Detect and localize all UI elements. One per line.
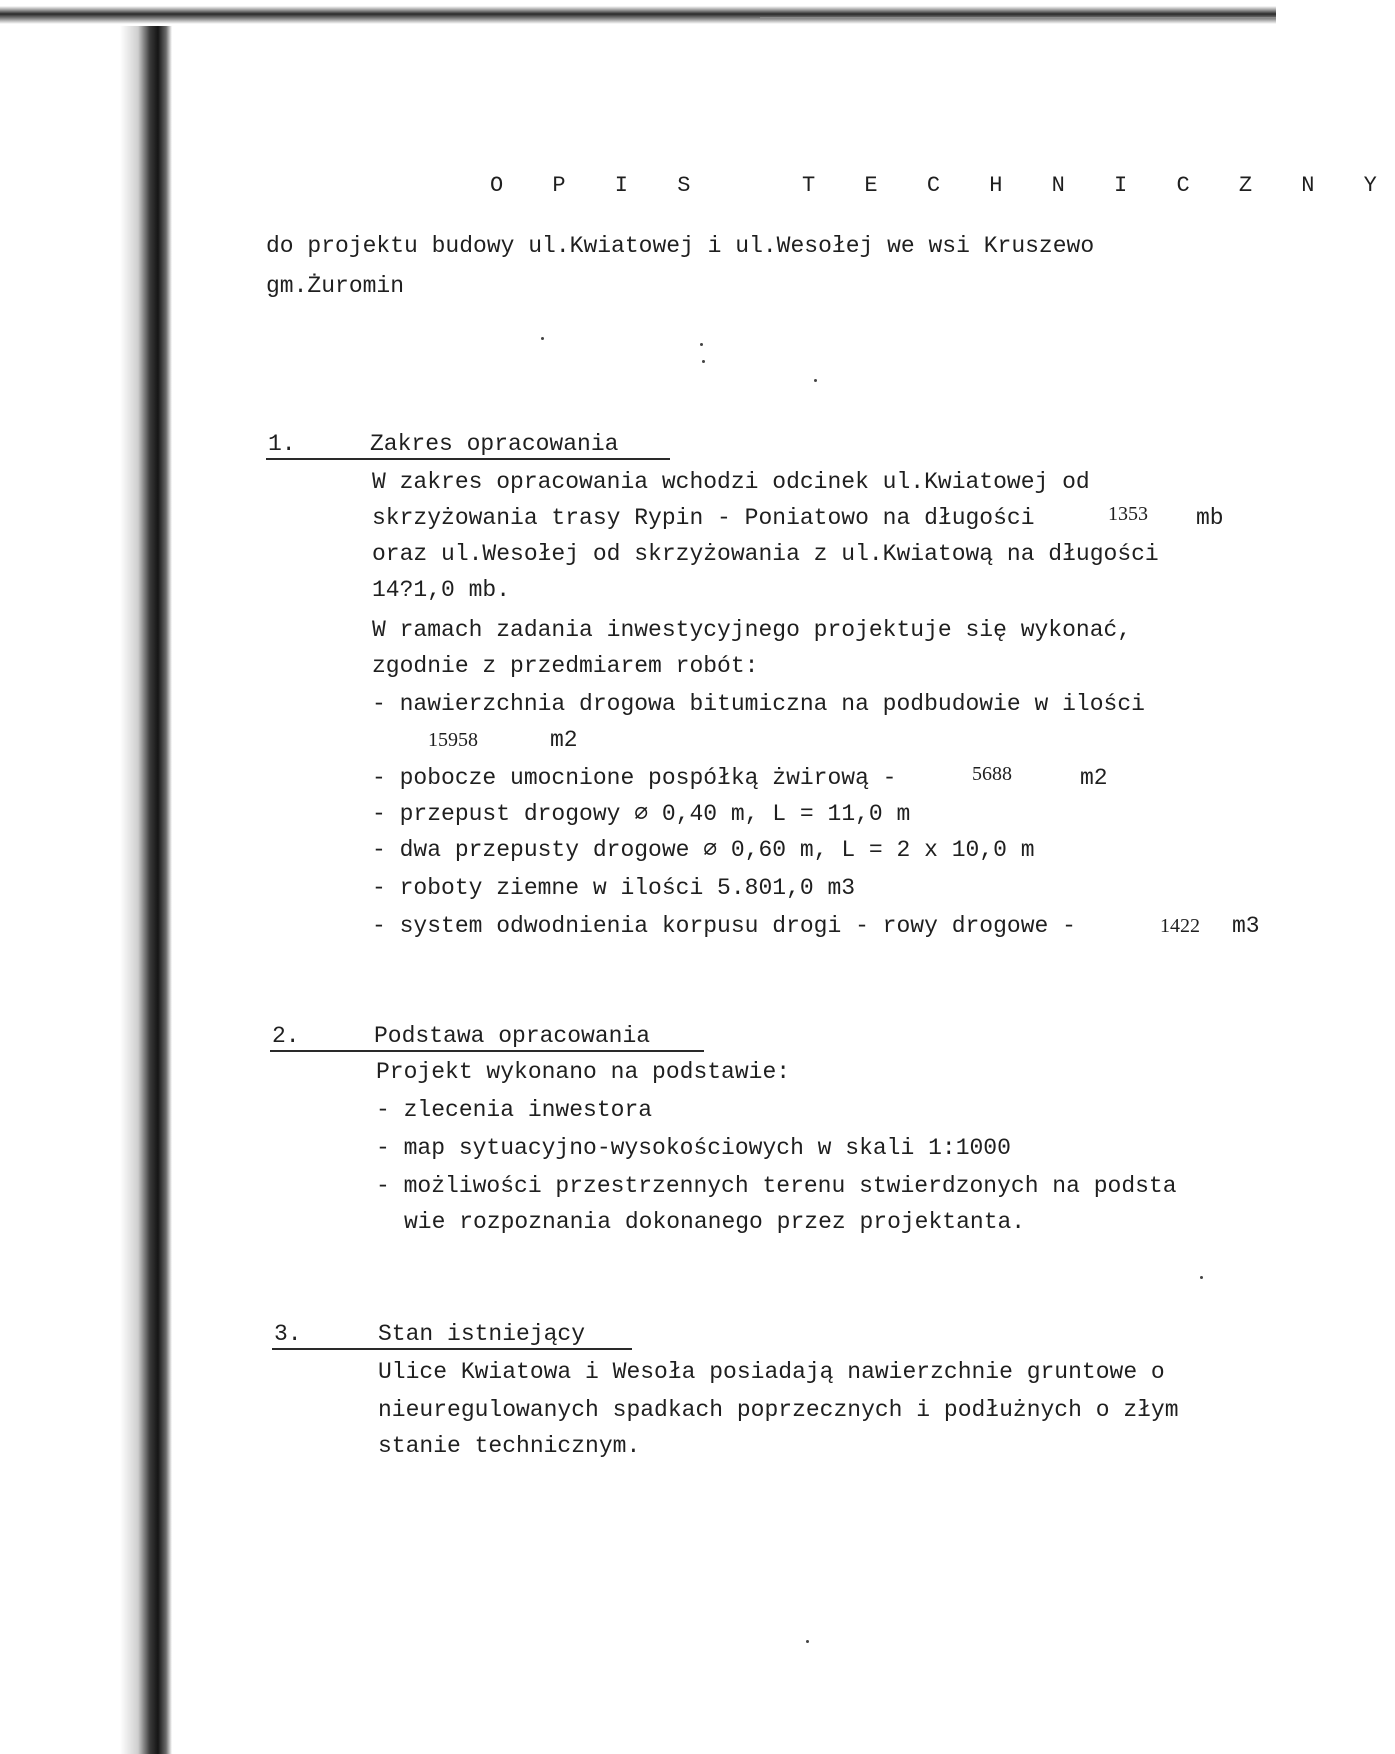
scan-speck — [806, 1640, 809, 1643]
section-1-number: 1. — [268, 431, 296, 457]
section-3-heading: Stan istniejący — [378, 1321, 586, 1347]
section-3-line-3: stanie technicznym. — [378, 1433, 641, 1459]
handwritten-asphalt-area: 15958 — [428, 729, 478, 751]
list-item-maps: - map sytuacyjno-wysokościowych w skali 1:1000 — [376, 1135, 1011, 1161]
length-unit: mb — [1196, 505, 1224, 531]
section-2-heading: Podstawa opracowania — [374, 1023, 651, 1049]
section-1-line-3: oraz ul.Wesołej od skrzyżowania z ul.Kwiatową na długości — [372, 541, 1159, 567]
section-2-line-1: Projekt wykonano na podstawie: — [376, 1059, 791, 1085]
list-item-culvert-2: - dwa przepusty drogowe ∅ 0,60 m, L = 2 x 10,0 m — [372, 837, 1035, 863]
shoulder-unit: m2 — [1080, 765, 1108, 791]
list-item-terrain: - możliwości przestrzennych terenu stwierdzonych na podsta — [376, 1173, 1177, 1199]
section-2-underline — [270, 1050, 704, 1052]
scan-top-edge-line — [760, 17, 1276, 19]
section-1-line-6: zgodnie z przedmiarem robót: — [372, 653, 759, 679]
scan-top-edge — [0, 0, 1276, 26]
section-2-number: 2. — [272, 1023, 300, 1049]
section-1-line-5: W ramach zadania inwestycyjnego projektuje się wykonać, — [372, 617, 1132, 643]
section-1-line-4: 14?1,0 mb. — [372, 577, 511, 603]
handwritten-length-kwiatowa: 1353 — [1108, 503, 1148, 525]
intro-line-1: do projektu budowy ul.Kwiatowej i ul.Wesołej we wsi Kruszewo — [266, 233, 1095, 259]
scan-speck — [541, 337, 544, 340]
asphalt-unit: m2 — [550, 727, 578, 753]
section-1-line-1: W zakres opracowania wchodzi odcinek ul.Kwiatowej od — [372, 469, 1090, 495]
section-3-number: 3. — [274, 1321, 302, 1347]
handwritten-shoulder-area: 5688 — [972, 763, 1012, 785]
list-item-culvert-1: - przepust drogowy ∅ 0,40 m, L = 11,0 m — [372, 801, 911, 827]
intro-line-2: gm.Żuromin — [266, 273, 405, 299]
scan-speck — [1200, 1276, 1203, 1279]
section-3-line-2: nieuregulowanych spadkach poprzecznych i podłużnych o złym — [378, 1397, 1179, 1423]
document-title: O P I S T E C H N I C Z N Y — [490, 173, 1395, 198]
list-item-shoulder: - pobocze umocnione pospółką żwirową - — [372, 765, 897, 791]
section-1-line-2: skrzyżowania trasy Rypin - Poniatowo na długości — [372, 505, 1035, 531]
list-item-drainage: - system odwodnienia korpusu drogi - rowy drogowe - — [372, 913, 1076, 939]
section-1-underline — [266, 458, 670, 460]
scan-speck — [700, 343, 703, 346]
list-item-investor: - zlecenia inwestora — [376, 1097, 653, 1123]
scan-speck — [814, 379, 817, 382]
section-3-line-1: Ulice Kwiatowa i Wesoła posiadają nawierzchnie gruntowe o — [378, 1359, 1165, 1385]
handwritten-ditch-length: 1422 — [1160, 915, 1200, 937]
section-3-underline — [272, 1348, 632, 1350]
list-item-terrain-cont: wie rozpoznania dokonanego przez projektanta. — [404, 1209, 1026, 1235]
ditch-unit: m3 — [1232, 913, 1260, 939]
scan-speck — [702, 360, 705, 363]
list-item-asphalt: - nawierzchnia drogowa bitumiczna na podbudowie w ilości — [372, 691, 1145, 717]
list-item-earthworks: - roboty ziemne w ilości 5.801,0 m3 — [372, 875, 856, 901]
scan-binding-shadow — [0, 0, 172, 1754]
section-1-heading: Zakres opracowania — [370, 431, 619, 457]
